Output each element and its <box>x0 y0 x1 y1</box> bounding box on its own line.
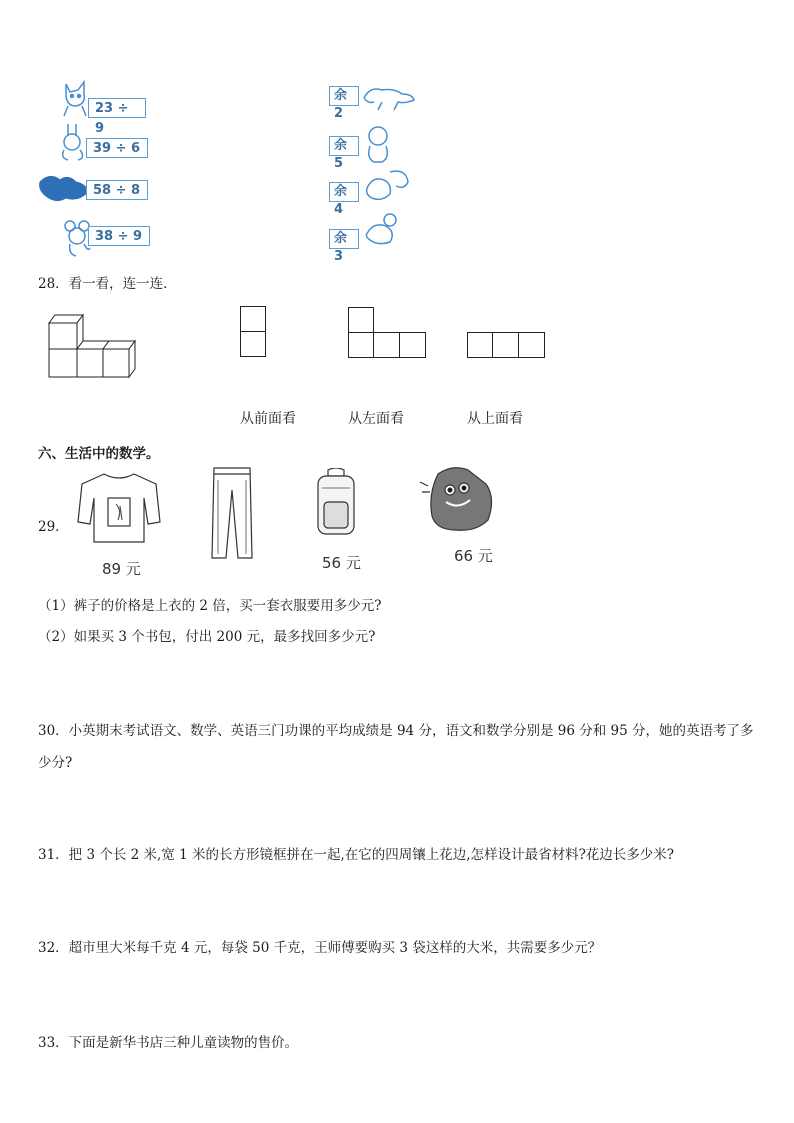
question-31: 31．把 3 个长 2 米,宽 1 米的长方形镜框拼在一起,在它的四周镶上花边,怎样设计最省材料?花边长多少米? <box>38 847 675 863</box>
question-33: 33．下面是新华书店三种儿童读物的售价。 <box>38 1035 299 1051</box>
shirt-icon <box>76 470 162 544</box>
shirt-price: 89 元 <box>102 560 141 578</box>
expression-box: 23 ÷ 9 <box>88 98 146 118</box>
expression-box: 58 ÷ 8 <box>86 180 148 200</box>
cartoon-bag-icon <box>416 464 502 536</box>
backpack-icon <box>312 468 360 538</box>
question-30-line1: 30．小英期末考试语文、数学、英语三门功课的平均成绩是 94 分，语文和数学分别是 96 分和 95 分，她的英语考了多 <box>38 723 754 739</box>
remainder-box: 余5 <box>329 136 359 156</box>
mouse-outline-icon <box>360 212 404 248</box>
squirrel-outline-icon <box>360 166 412 206</box>
view-label-left: 从左面看 <box>348 411 404 427</box>
cube-stack-figure <box>47 313 139 381</box>
remainder-box: 余4 <box>329 182 359 202</box>
view-label-top: 从上面看 <box>467 411 523 427</box>
question-28-title: 28．看一看，连一连． <box>38 276 177 292</box>
trousers-icon <box>210 466 254 562</box>
question-29-number: 29． <box>38 519 69 535</box>
bag-price: 66 元 <box>454 547 493 565</box>
view-label-front: 从前面看 <box>240 411 296 427</box>
question-29-sub1: （1）裤子的价格是上衣的 2 倍，买一套衣服要用多少元? <box>38 598 382 614</box>
section-6-title: 六、生活中的数学。 <box>38 446 160 462</box>
question-30-line2: 少分? <box>38 755 73 771</box>
remainder-box: 余3 <box>329 229 359 249</box>
expression-box: 39 ÷ 6 <box>86 138 148 158</box>
expression-box: 38 ÷ 9 <box>88 226 150 246</box>
squirrel-icon <box>38 172 90 206</box>
question-29-sub2: （2）如果买 3 个书包，付出 200 元，最多找回多少元? <box>38 629 376 645</box>
remainder-box: 余2 <box>329 86 359 106</box>
question-32: 32．超市里大米每千克 4 元，每袋 50 千克，王师傅要购买 3 袋这样的大米，共需要多少元？ <box>38 940 602 956</box>
monkey-icon <box>360 124 396 164</box>
dog-icon <box>360 82 416 114</box>
backpack-price: 56 元 <box>322 554 361 572</box>
